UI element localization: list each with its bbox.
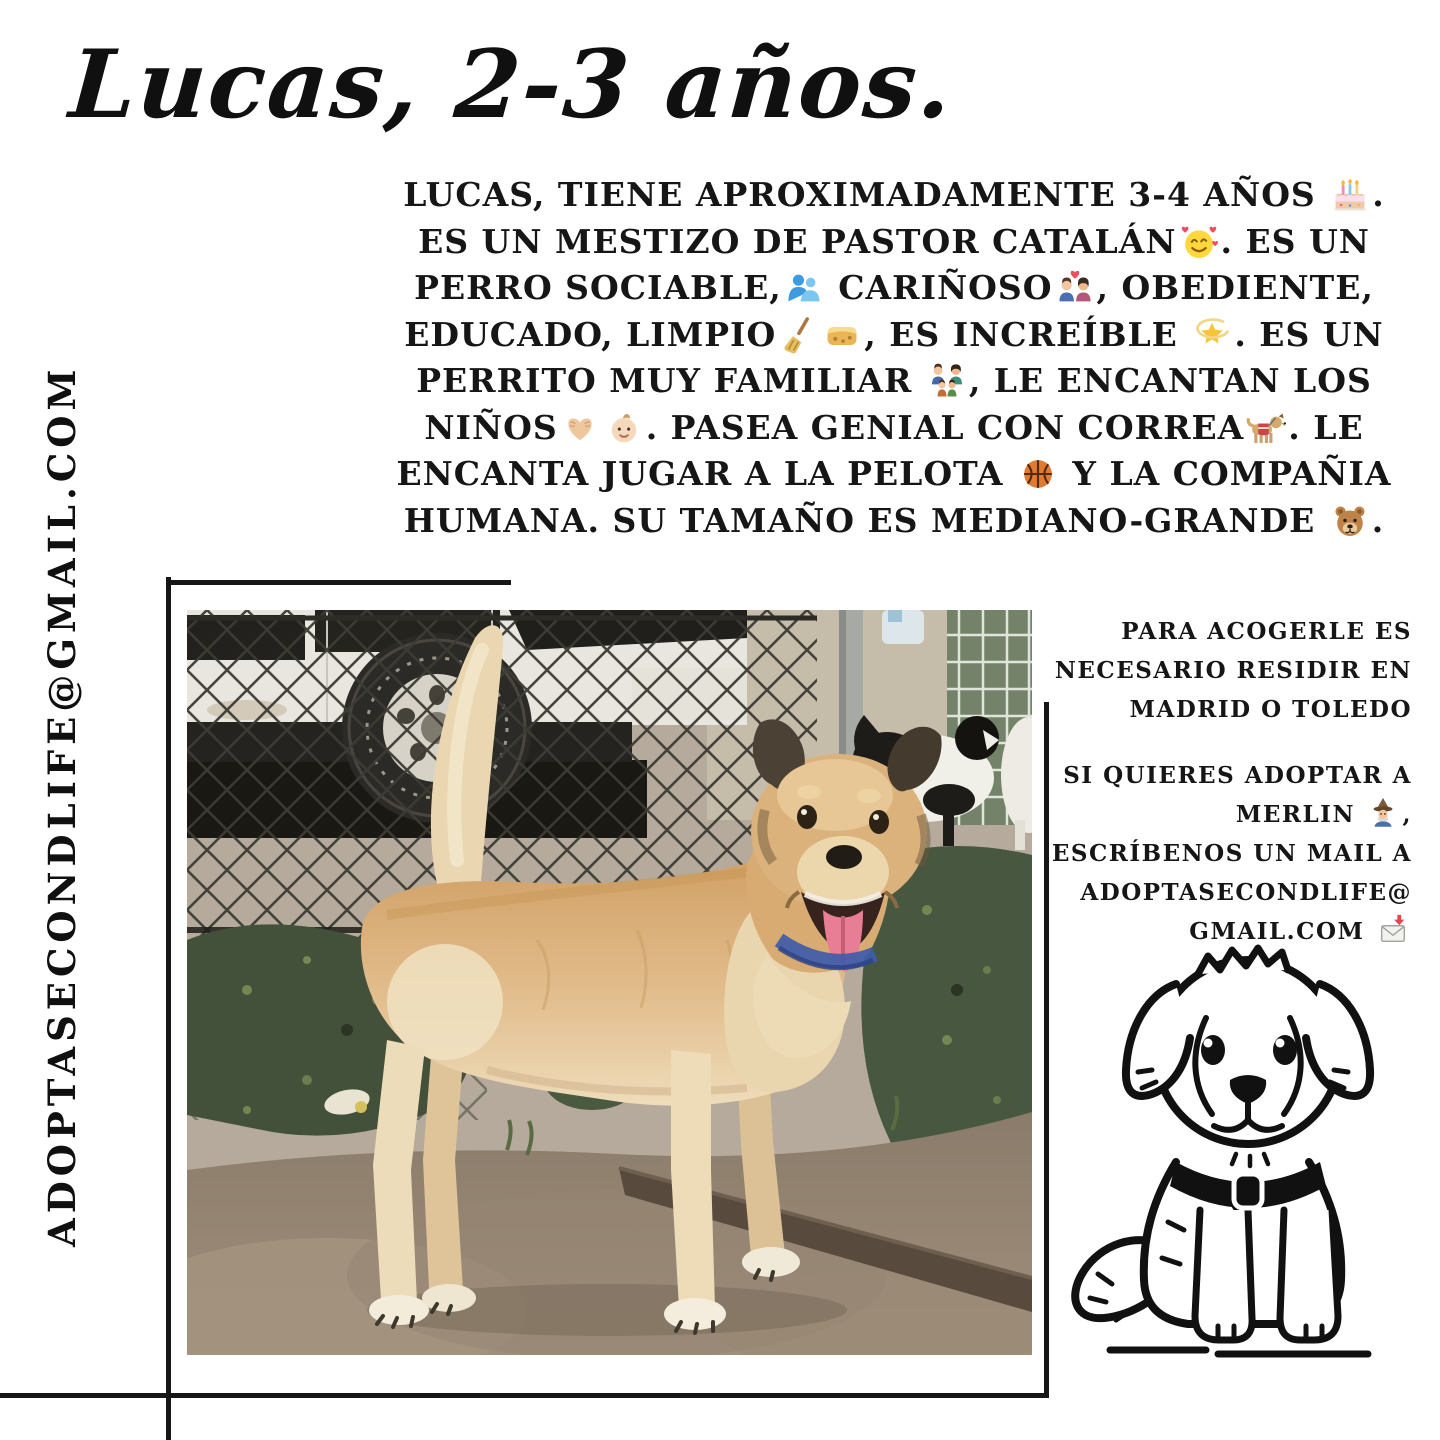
- photo-frame-line-top: [166, 580, 511, 585]
- vertical-email-text: ADOPTASECONDLIFE@GMAIL.COM: [40, 364, 84, 1248]
- dog-nose: [826, 845, 862, 869]
- text-line: EDUCADO, LIMPIO , ES INCREÍBLE . ES UN: [404, 314, 1384, 354]
- photo-frame-line-bottom: [0, 1393, 1049, 1398]
- couple-with-heart-icon: [1055, 268, 1095, 308]
- text-line: PARA ACOGERLE ES: [1121, 618, 1412, 645]
- text-line: HUMANA. SU TAMAÑO ES MEDIANO-GRANDE .: [403, 500, 1385, 540]
- puppy-line-art: [1058, 922, 1430, 1368]
- text-line: MERLIN ,: [1032, 795, 1412, 834]
- people-hugging-icon: [784, 268, 824, 308]
- photo-frame-line-left: [166, 577, 171, 1440]
- text-line: ESCRÍBENOS UN MAIL A: [1051, 840, 1412, 867]
- text-line: LUCAS, TIENE APROXIMADAMENTE 3-4 AÑOS .: [403, 175, 1385, 214]
- bear-icon: [1330, 501, 1370, 541]
- smiling-face-with-hearts-icon: [1179, 222, 1219, 262]
- service-dog-icon: [1246, 408, 1286, 448]
- text-line: ES UN MESTIZO DE PASTOR CATALÁN . ES UN: [418, 221, 1370, 261]
- adoption-info-column: [1032, 612, 1412, 951]
- sponge-icon: [822, 315, 862, 355]
- text-line: PERRITO MUY FAMILIAR , LE ENCANTAN LOS: [416, 361, 1372, 400]
- birthday-cake-icon: [1330, 175, 1370, 215]
- heart-hands-icon: [560, 408, 600, 448]
- text-line: SI QUIERES ADOPTAR A: [1063, 762, 1412, 789]
- baby-icon: [604, 408, 644, 448]
- text-line: PERRO SOCIABLE, CARIÑOSO , OBEDIENTE,: [414, 268, 1374, 307]
- text-line: GMAIL.COM: [1032, 912, 1412, 951]
- text-line: MADRID O TOLEDO: [1129, 696, 1412, 723]
- dog-photo: [187, 610, 1032, 1355]
- broom-icon: [778, 315, 818, 355]
- dizzy-icon: [1192, 315, 1232, 355]
- text-line: NIÑOS . PASEA GENIAL CON CORREA . LE: [424, 407, 1364, 447]
- dog-description-paragraph: [350, 172, 1438, 544]
- residency-note: [1032, 612, 1412, 729]
- family-icon: [927, 361, 967, 401]
- text-line: ENCANTA JUGAR A LA PELOTA Y LA COMPAÑIA: [396, 454, 1392, 493]
- text-line: NECESARIO RESIDIR EN: [1054, 657, 1412, 684]
- basketball-icon: [1018, 454, 1058, 494]
- man-mage-icon: [1366, 796, 1400, 830]
- text-line: ADOPTASECONDLIFE@: [1080, 879, 1412, 906]
- page-title: Lucas, 2-3 años.: [66, 30, 957, 140]
